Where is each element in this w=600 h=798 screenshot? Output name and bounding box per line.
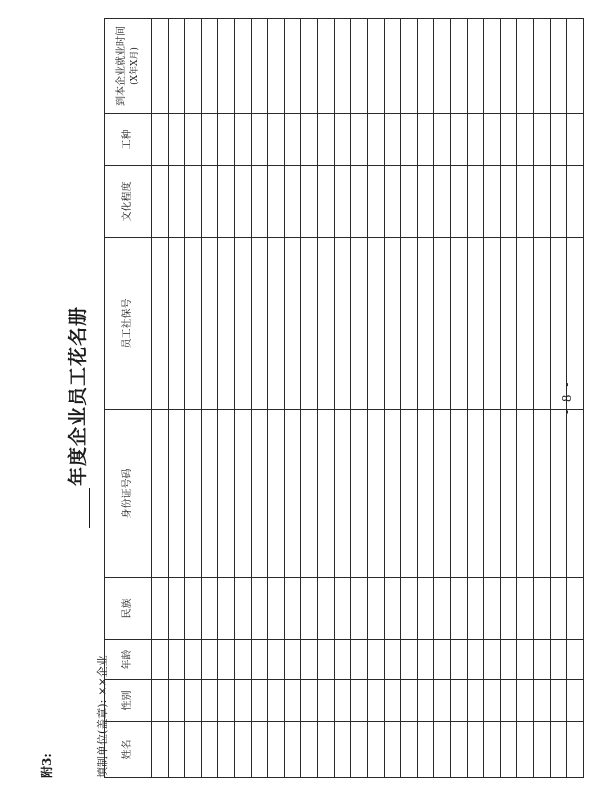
table-row	[284, 19, 301, 778]
blank-cell[interactable]	[168, 680, 185, 722]
blank-cell[interactable]	[567, 410, 584, 578]
blank-cell[interactable]	[417, 114, 434, 166]
blank-cell[interactable]	[318, 640, 335, 680]
blank-cell[interactable]	[384, 410, 401, 578]
blank-cell[interactable]	[201, 640, 218, 680]
blank-cell[interactable]	[301, 722, 318, 778]
blank-cell[interactable]	[417, 680, 434, 722]
blank-cell[interactable]	[152, 578, 169, 640]
blank-cell[interactable]	[484, 166, 501, 238]
blank-cell[interactable]	[450, 114, 467, 166]
blank-cell[interactable]	[318, 238, 335, 410]
blank-cell[interactable]	[467, 238, 484, 410]
blank-cell[interactable]	[301, 410, 318, 578]
blank-cell[interactable]	[401, 166, 418, 238]
blank-cell[interactable]	[185, 238, 202, 410]
blank-cell[interactable]	[201, 578, 218, 640]
blank-cell[interactable]	[450, 578, 467, 640]
blank-cell[interactable]	[500, 680, 517, 722]
blank-cell[interactable]	[550, 578, 567, 640]
blank-cell[interactable]	[152, 114, 169, 166]
column-header-gender: 性别	[105, 680, 152, 722]
blank-cell[interactable]	[218, 19, 235, 114]
blank-cell[interactable]	[235, 680, 252, 722]
blank-cell[interactable]	[284, 166, 301, 238]
blank-cell[interactable]	[550, 166, 567, 238]
blank-cell[interactable]	[152, 19, 169, 114]
table-row	[401, 19, 418, 778]
employee-roster-table	[104, 18, 584, 778]
blank-cell[interactable]	[517, 19, 534, 114]
blank-cell[interactable]	[301, 238, 318, 410]
blank-cell[interactable]	[168, 166, 185, 238]
blank-cell[interactable]	[367, 722, 384, 778]
blank-cell[interactable]	[450, 238, 467, 410]
blank-cell[interactable]	[218, 578, 235, 640]
blank-cell[interactable]	[268, 410, 285, 578]
blank-cell[interactable]	[284, 640, 301, 680]
blank-cell[interactable]	[251, 114, 268, 166]
blank-cell[interactable]	[450, 680, 467, 722]
blank-cell[interactable]	[351, 410, 368, 578]
blank-cell[interactable]	[201, 238, 218, 410]
blank-cell[interactable]	[417, 722, 434, 778]
blank-cell[interactable]	[185, 722, 202, 778]
table-row	[152, 19, 169, 778]
blank-cell[interactable]	[185, 166, 202, 238]
table-row	[201, 19, 218, 778]
blank-cell[interactable]	[534, 640, 551, 680]
blank-cell[interactable]	[185, 578, 202, 640]
blank-cell[interactable]	[401, 578, 418, 640]
blank-cell[interactable]	[168, 640, 185, 680]
blank-cell[interactable]	[401, 410, 418, 578]
table-header-row	[105, 19, 152, 778]
blank-cell[interactable]	[152, 640, 169, 680]
blank-cell[interactable]	[334, 680, 351, 722]
table-row	[268, 19, 285, 778]
blank-cell[interactable]	[500, 578, 517, 640]
blank-cell[interactable]	[450, 410, 467, 578]
blank-cell[interactable]	[235, 238, 252, 410]
blank-cell[interactable]	[318, 114, 335, 166]
blank-cell[interactable]	[334, 722, 351, 778]
blank-cell[interactable]	[500, 166, 517, 238]
table-row	[351, 19, 368, 778]
blank-cell[interactable]	[384, 238, 401, 410]
blank-cell[interactable]	[467, 680, 484, 722]
blank-cell[interactable]	[484, 19, 501, 114]
blank-cell[interactable]	[251, 680, 268, 722]
blank-cell[interactable]	[567, 640, 584, 680]
blank-cell[interactable]	[334, 578, 351, 640]
table-row	[484, 19, 501, 778]
column-header-ethnicity: 民族	[105, 578, 152, 640]
blank-cell[interactable]	[334, 19, 351, 114]
blank-cell[interactable]	[235, 640, 252, 680]
blank-cell[interactable]	[367, 410, 384, 578]
blank-cell[interactable]	[467, 640, 484, 680]
attachment-label: 附3:	[40, 753, 54, 778]
blank-cell[interactable]	[318, 19, 335, 114]
blank-cell[interactable]	[401, 114, 418, 166]
blank-cell[interactable]	[367, 166, 384, 238]
blank-cell[interactable]	[567, 19, 584, 114]
blank-cell[interactable]	[351, 640, 368, 680]
blank-cell[interactable]	[417, 238, 434, 410]
blank-cell[interactable]	[434, 166, 451, 238]
blank-cell[interactable]	[318, 578, 335, 640]
blank-cell[interactable]	[534, 680, 551, 722]
blank-cell[interactable]	[284, 114, 301, 166]
blank-cell[interactable]	[318, 680, 335, 722]
table-row	[467, 19, 484, 778]
table-row	[517, 19, 534, 778]
table-row	[334, 19, 351, 778]
blank-cell[interactable]	[484, 680, 501, 722]
blank-cell[interactable]	[367, 578, 384, 640]
blank-cell[interactable]	[168, 238, 185, 410]
blank-cell[interactable]	[384, 166, 401, 238]
blank-cell[interactable]	[268, 680, 285, 722]
blank-cell[interactable]	[467, 410, 484, 578]
blank-cell[interactable]	[251, 166, 268, 238]
blank-cell[interactable]	[484, 578, 501, 640]
blank-cell[interactable]	[301, 114, 318, 166]
blank-cell[interactable]	[550, 410, 567, 578]
blank-cell[interactable]	[450, 166, 467, 238]
blank-cell[interactable]	[417, 640, 434, 680]
blank-cell[interactable]	[268, 19, 285, 114]
blank-cell[interactable]	[152, 238, 169, 410]
table-row	[235, 19, 252, 778]
blank-cell[interactable]	[301, 578, 318, 640]
blank-cell[interactable]	[218, 640, 235, 680]
blank-cell[interactable]	[367, 114, 384, 166]
blank-cell[interactable]	[268, 238, 285, 410]
blank-cell[interactable]	[550, 722, 567, 778]
blank-cell[interactable]	[235, 722, 252, 778]
blank-cell[interactable]	[201, 166, 218, 238]
blank-cell[interactable]	[517, 166, 534, 238]
blank-cell[interactable]	[401, 722, 418, 778]
blank-cell[interactable]	[517, 114, 534, 166]
table-row	[218, 19, 235, 778]
blank-cell[interactable]	[484, 640, 501, 680]
blank-cell[interactable]	[550, 680, 567, 722]
blank-cell[interactable]	[567, 114, 584, 166]
blank-cell[interactable]	[517, 680, 534, 722]
blank-cell[interactable]	[334, 640, 351, 680]
blank-cell[interactable]	[318, 722, 335, 778]
blank-cell[interactable]	[367, 19, 384, 114]
blank-cell[interactable]	[434, 578, 451, 640]
blank-cell[interactable]	[284, 19, 301, 114]
blank-cell[interactable]	[268, 722, 285, 778]
table-row	[434, 19, 451, 778]
blank-cell[interactable]	[268, 640, 285, 680]
blank-cell[interactable]	[284, 238, 301, 410]
blank-cell[interactable]	[201, 114, 218, 166]
blank-cell[interactable]	[384, 640, 401, 680]
blank-cell[interactable]	[434, 114, 451, 166]
blank-cell[interactable]	[318, 410, 335, 578]
blank-cell[interactable]	[384, 578, 401, 640]
year-blank-line	[67, 488, 90, 528]
blank-cell[interactable]	[417, 578, 434, 640]
blank-cell[interactable]	[567, 722, 584, 778]
blank-cell[interactable]	[450, 640, 467, 680]
blank-cell[interactable]	[351, 680, 368, 722]
blank-cell[interactable]	[467, 578, 484, 640]
blank-cell[interactable]	[218, 114, 235, 166]
blank-cell[interactable]	[284, 722, 301, 778]
blank-cell[interactable]	[484, 114, 501, 166]
blank-cell[interactable]	[467, 166, 484, 238]
blank-cell[interactable]	[235, 578, 252, 640]
blank-cell[interactable]	[417, 19, 434, 114]
blank-cell[interactable]	[351, 19, 368, 114]
blank-cell[interactable]	[235, 114, 252, 166]
table-row	[534, 19, 551, 778]
table-row	[450, 19, 467, 778]
column-header-employment-date: 到本企业就业时间 (X年X月)	[105, 19, 152, 114]
blank-cell[interactable]	[251, 578, 268, 640]
blank-cell[interactable]	[185, 114, 202, 166]
blank-cell[interactable]	[484, 410, 501, 578]
blank-cell[interactable]	[434, 19, 451, 114]
blank-cell[interactable]	[334, 166, 351, 238]
blank-cell[interactable]	[301, 680, 318, 722]
blank-cell[interactable]	[301, 19, 318, 114]
blank-cell[interactable]	[201, 722, 218, 778]
blank-cell[interactable]	[251, 640, 268, 680]
blank-cell[interactable]	[417, 410, 434, 578]
blank-cell[interactable]	[334, 238, 351, 410]
table-row	[384, 19, 401, 778]
blank-cell[interactable]	[534, 722, 551, 778]
blank-cell[interactable]	[534, 166, 551, 238]
blank-cell[interactable]	[384, 680, 401, 722]
blank-cell[interactable]	[334, 410, 351, 578]
blank-cell[interactable]	[401, 19, 418, 114]
blank-cell[interactable]	[500, 722, 517, 778]
blank-cell[interactable]	[367, 238, 384, 410]
blank-cell[interactable]	[401, 640, 418, 680]
blank-cell[interactable]	[467, 19, 484, 114]
blank-cell[interactable]	[185, 19, 202, 114]
page-number: - 8 -	[560, 380, 574, 414]
blank-cell[interactable]	[517, 640, 534, 680]
blank-cell[interactable]	[500, 410, 517, 578]
blank-cell[interactable]	[301, 166, 318, 238]
blank-cell[interactable]	[185, 680, 202, 722]
blank-cell[interactable]	[534, 578, 551, 640]
table-row	[500, 19, 517, 778]
blank-cell[interactable]	[201, 680, 218, 722]
blank-cell[interactable]	[550, 640, 567, 680]
blank-cell[interactable]	[218, 238, 235, 410]
blank-cell[interactable]	[434, 722, 451, 778]
blank-cell[interactable]	[351, 238, 368, 410]
blank-cell[interactable]	[284, 680, 301, 722]
blank-cell[interactable]	[218, 680, 235, 722]
blank-cell[interactable]	[235, 19, 252, 114]
blank-cell[interactable]	[301, 640, 318, 680]
blank-cell[interactable]	[384, 19, 401, 114]
blank-cell[interactable]	[467, 722, 484, 778]
blank-cell[interactable]	[251, 19, 268, 114]
page-title	[56, 228, 90, 528]
blank-cell[interactable]	[152, 680, 169, 722]
blank-cell[interactable]	[235, 410, 252, 578]
blank-cell[interactable]	[484, 722, 501, 778]
table-row	[168, 19, 185, 778]
blank-cell[interactable]	[168, 410, 185, 578]
table-row	[301, 19, 318, 778]
blank-cell[interactable]	[367, 680, 384, 722]
blank-cell[interactable]	[201, 19, 218, 114]
blank-cell[interactable]	[417, 166, 434, 238]
column-header-age: 年龄	[105, 640, 152, 680]
blank-cell[interactable]	[268, 114, 285, 166]
blank-cell[interactable]	[484, 238, 501, 410]
blank-cell[interactable]	[168, 722, 185, 778]
blank-cell[interactable]	[367, 640, 384, 680]
fill-unit-value: ××企业	[96, 655, 109, 696]
blank-cell[interactable]	[268, 166, 285, 238]
blank-cell[interactable]	[500, 640, 517, 680]
blank-cell[interactable]	[251, 722, 268, 778]
blank-cell[interactable]	[201, 410, 218, 578]
blank-cell[interactable]	[384, 114, 401, 166]
blank-cell[interactable]	[567, 680, 584, 722]
blank-cell[interactable]	[450, 722, 467, 778]
blank-cell[interactable]	[318, 166, 335, 238]
blank-cell[interactable]	[517, 578, 534, 640]
blank-cell[interactable]	[185, 640, 202, 680]
blank-cell[interactable]	[517, 722, 534, 778]
blank-cell[interactable]	[567, 166, 584, 238]
blank-cell[interactable]	[517, 238, 534, 410]
blank-cell[interactable]	[500, 19, 517, 114]
blank-cell[interactable]	[251, 410, 268, 578]
blank-cell[interactable]	[284, 578, 301, 640]
blank-cell[interactable]	[401, 680, 418, 722]
blank-cell[interactable]	[434, 640, 451, 680]
blank-cell[interactable]	[218, 166, 235, 238]
title-text: 年度企业员工花名册	[67, 305, 89, 486]
blank-cell[interactable]	[168, 578, 185, 640]
blank-cell[interactable]	[467, 114, 484, 166]
blank-cell[interactable]	[550, 19, 567, 114]
blank-cell[interactable]	[434, 410, 451, 578]
table-row	[251, 19, 268, 778]
blank-cell[interactable]	[351, 722, 368, 778]
blank-cell[interactable]	[534, 410, 551, 578]
blank-cell[interactable]	[550, 114, 567, 166]
blank-cell[interactable]	[168, 114, 185, 166]
table-row	[185, 19, 202, 778]
column-header-job-type: 工种	[105, 114, 152, 166]
blank-cell[interactable]	[517, 410, 534, 578]
column-header-name: 姓名	[105, 722, 152, 778]
blank-cell[interactable]	[334, 114, 351, 166]
blank-cell[interactable]	[168, 19, 185, 114]
blank-cell[interactable]	[500, 238, 517, 410]
blank-cell[interactable]	[534, 238, 551, 410]
blank-cell[interactable]	[351, 114, 368, 166]
blank-cell[interactable]	[534, 114, 551, 166]
blank-cell[interactable]	[500, 114, 517, 166]
blank-cell[interactable]	[401, 238, 418, 410]
blank-cell[interactable]	[218, 410, 235, 578]
blank-cell[interactable]	[152, 410, 169, 578]
blank-cell[interactable]	[567, 578, 584, 640]
blank-cell[interactable]	[235, 166, 252, 238]
blank-cell[interactable]	[450, 19, 467, 114]
blank-cell[interactable]	[268, 578, 285, 640]
blank-cell[interactable]	[434, 238, 451, 410]
blank-cell[interactable]	[384, 722, 401, 778]
blank-cell[interactable]	[152, 722, 169, 778]
blank-cell[interactable]	[351, 578, 368, 640]
blank-cell[interactable]	[185, 410, 202, 578]
table-body	[152, 19, 584, 778]
blank-cell[interactable]	[284, 410, 301, 578]
blank-cell[interactable]	[351, 166, 368, 238]
blank-cell[interactable]	[152, 166, 169, 238]
blank-cell[interactable]	[534, 19, 551, 114]
table-row	[367, 19, 384, 778]
blank-cell[interactable]	[251, 238, 268, 410]
column-header-id-number: 身份证号码	[105, 410, 152, 578]
blank-cell[interactable]	[434, 680, 451, 722]
table-row	[417, 19, 434, 778]
blank-cell[interactable]	[218, 722, 235, 778]
column-header-social-security: 员工社保号	[105, 238, 152, 410]
fill-unit-label: 填制单位(盖章):	[96, 699, 109, 778]
column-header-education: 文化程度	[105, 166, 152, 238]
table-row	[318, 19, 335, 778]
